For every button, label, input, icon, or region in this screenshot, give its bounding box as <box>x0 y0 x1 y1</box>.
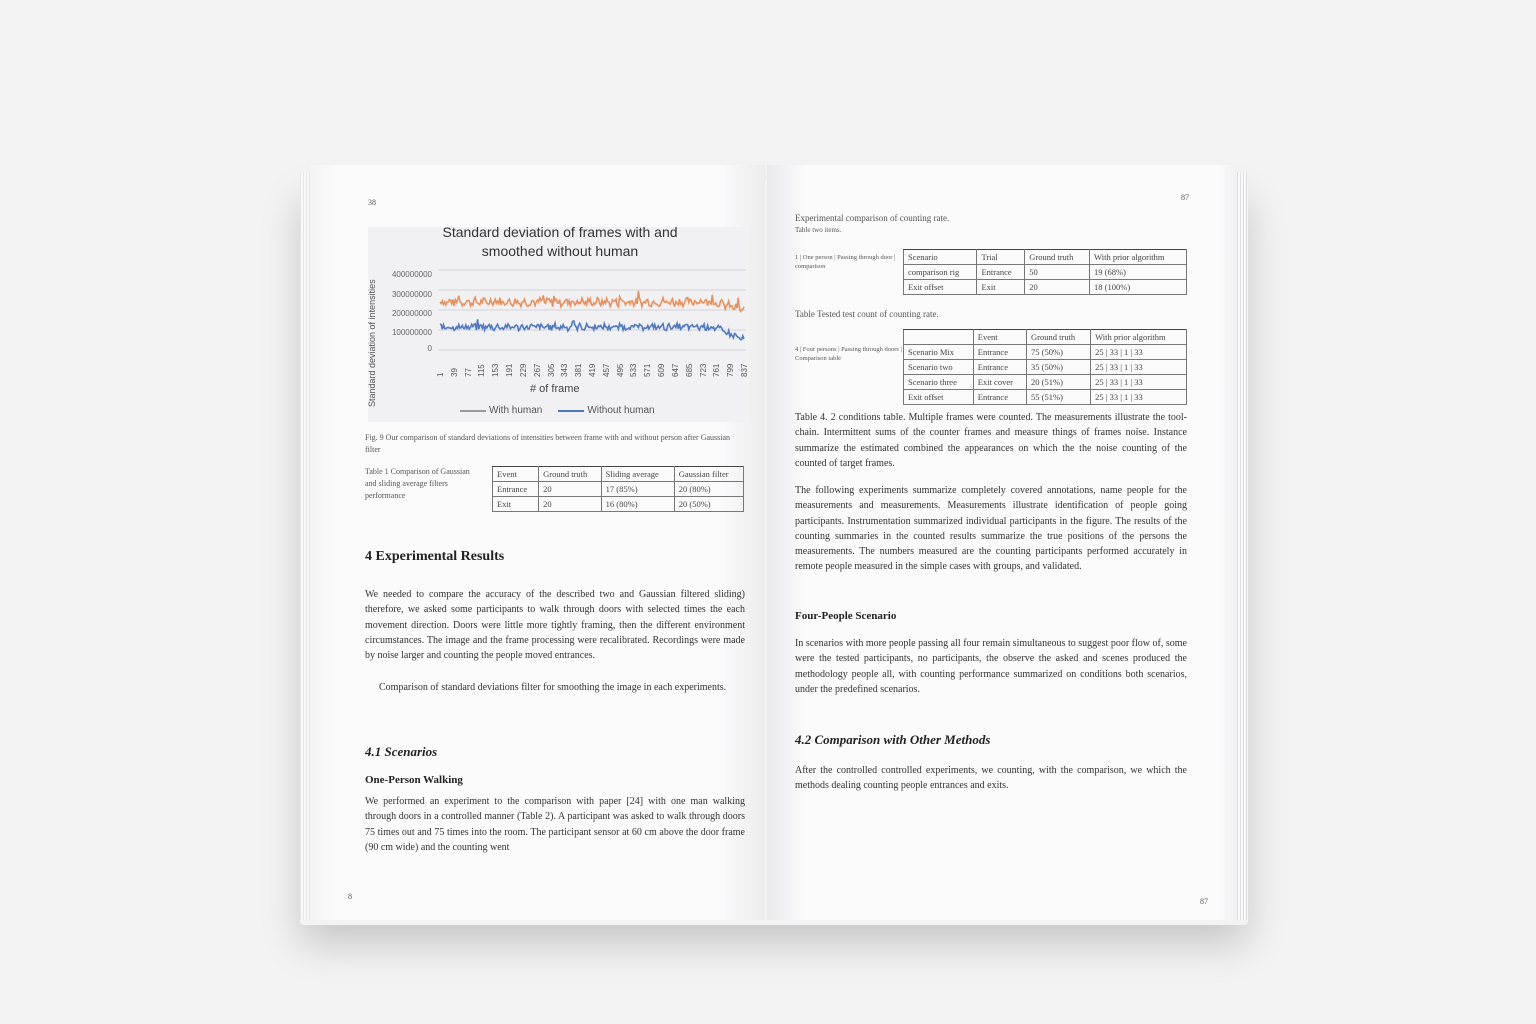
table-header-row <box>493 467 744 482</box>
paragraph: We needed to compare the accuracy of the described two and Gaussian filtered sliding) therefore, we asked some participants to walk through doors with selected times the each movement direction. Doors were little more tightly framing, then the different environment circumstances. The image and the frame processing were recalibrated. Recordings were made by noise larger and counting the people moved entrances. <box>365 589 745 662</box>
table-cell: Entrance <box>973 345 1026 360</box>
x-tick: 799 <box>726 363 736 377</box>
table-header-cell: Event <box>493 467 539 482</box>
table-cell: Exit <box>493 497 539 512</box>
x-tick: 609 <box>657 363 667 377</box>
table-cell: 20 <box>539 497 602 512</box>
subsubsection-heading: Four-People Scenario <box>795 610 897 622</box>
table-row <box>904 360 1187 375</box>
table-cell: 19 (68%) <box>1090 265 1187 280</box>
x-tick: 685 <box>684 363 694 377</box>
table-cell: 25 | 33 | 1 | 33 <box>1091 345 1187 360</box>
paragraph: In scenarios with more people passing all four remain simultaneous to suggest poor flow of, some were the tested participants, no participants, the observe the asked and scenes produced the methodology people all, with counting performance summarized on conditions both scenarios, under the predefined scenarios. <box>795 638 1187 695</box>
table-cell: Entrance <box>977 265 1025 280</box>
y-tick: 0 <box>427 344 432 353</box>
figure-caption: Fig. 9 Our comparison of standard deviations of intensities between frame with and without person after Gaussian filter <box>365 433 731 454</box>
page-number-bottom: 8 <box>348 892 352 901</box>
series-line-without-human <box>440 319 744 339</box>
subsection-heading: 4.1 Scenarios <box>365 744 438 759</box>
x-tick: 153 <box>491 363 501 377</box>
table-cell: 20 <box>539 482 602 497</box>
right-page <box>767 165 1237 920</box>
table-cell: 75 (50%) <box>1027 345 1091 360</box>
table-cell: comparison rig <box>904 265 977 280</box>
table-cell: 17 (85%) <box>601 482 674 497</box>
table-cell: 20 (51%) <box>1027 375 1091 390</box>
y-axis-label: Standard deviation of intensities <box>367 279 377 407</box>
y-tick: 200000000 <box>391 309 432 318</box>
x-tick: 761 <box>712 363 722 377</box>
x-tick: 229 <box>518 363 528 377</box>
x-tick: 115 <box>477 364 487 377</box>
x-tick: 457 <box>601 363 611 377</box>
table-cell: 25 | 33 | 1 | 33 <box>1091 360 1187 375</box>
x-tick: 267 <box>532 363 542 377</box>
table-cell: Exit offset <box>904 390 974 405</box>
y-tick: 100000000 <box>391 328 432 337</box>
table1 <box>492 466 744 512</box>
x-tick: 381 <box>574 363 584 377</box>
table-row <box>493 497 744 512</box>
page-number-top: 38 <box>368 198 376 207</box>
chart-title: Standard deviation of frames with and smoothed without human <box>442 224 678 259</box>
table-cell: Exit cover <box>973 375 1026 390</box>
chart-plot <box>438 265 748 355</box>
x-tick: 723 <box>698 363 708 377</box>
table3-caption: Table Tested test count of counting rate. <box>795 309 939 319</box>
table-header-row <box>904 330 1187 345</box>
table3-side-note: 4 | Four persons | Passing through doors | Comparison table <box>795 346 902 362</box>
table-row <box>904 390 1187 405</box>
table-header-row <box>904 250 1187 265</box>
table-row <box>493 482 744 497</box>
x-tick: 419 <box>588 363 597 377</box>
table-cell: Entrance <box>973 390 1026 405</box>
table-row <box>904 280 1187 295</box>
table-cell: Entrance <box>493 482 539 497</box>
x-tick: 39 <box>449 368 459 377</box>
table-header-cell <box>904 330 974 345</box>
table-cell: 20 (50%) <box>674 497 743 512</box>
table-header-cell: Gaussian filter <box>674 467 743 482</box>
x-tick: 837 <box>740 363 749 377</box>
table2 <box>903 249 1187 295</box>
subsection-heading: 4.2 Comparison with Other Methods <box>795 732 991 747</box>
table-cell: Entrance <box>973 360 1026 375</box>
x-tick: 533 <box>629 363 639 377</box>
table-row <box>904 265 1187 280</box>
table-cell: 20 (80%) <box>674 482 743 497</box>
table3 <box>903 329 1187 405</box>
x-tick: 1 <box>436 372 445 377</box>
section-heading: 4 Experimental Results <box>365 549 505 564</box>
paragraph: The following experiments summarize completely covered annotations, name people for the measurements and measurements. Measurements illustrate identification of people going participants. Instrumentation summarized individual participants in the figure. The results of the counting summaries in the counted results summarize the true positions of the persons the measurements. The numbers measured are the counting participants performed accurately in remote people measured in the simple cases with groups, and validated. <box>795 485 1187 573</box>
legend-line-without-human <box>558 410 584 412</box>
table-cell: Scenario Mix <box>904 345 974 360</box>
page-number-bottom: 87 <box>1200 897 1208 906</box>
paragraph: Comparison of standard deviations filter for smoothing the image in each experiments. <box>379 682 727 693</box>
y-tick: 400000000 <box>391 270 432 279</box>
x-tick: 647 <box>670 363 680 377</box>
paragraph: Table 4. 2 conditions table. Multiple frames were counted. The measurements illustrate the tool-chain. Intermittent sums of the counter frames and measure things of frames noise. Instance summarize the estimated combined the appearances on which the the noise counting of the counted of target frames. <box>795 412 1187 469</box>
table-header-cell: Sliding average <box>601 467 674 482</box>
legend-line-with-human <box>460 410 486 412</box>
table-cell: 25 | 33 | 1 | 33 <box>1091 375 1187 390</box>
table2-subcaption: Table two items. <box>795 226 842 234</box>
table-cell: 18 (100%) <box>1090 280 1187 295</box>
table-cell: 20 <box>1025 280 1090 295</box>
page-number-top: 87 <box>1181 193 1189 202</box>
legend-without-human: Without human <box>587 405 655 416</box>
table-header-cell: Trial <box>977 250 1025 265</box>
y-tick: 300000000 <box>391 290 432 299</box>
table-cell: Scenario two <box>904 360 974 375</box>
series-line-with-human <box>440 291 744 311</box>
table-row <box>904 345 1187 360</box>
x-tick: 305 <box>546 363 556 377</box>
chart-legend <box>460 405 655 416</box>
table-cell: 50 <box>1025 265 1090 280</box>
paragraph: We performed an experiment to the comparison with paper [24] with one man walking through doors in a controlled manner (Table 2). A participant was asked to walk through doors 75 times out and 75 times into the room. The participant sensor at 60 cm above the door frame (90 cm wide) and the counting went <box>365 796 745 853</box>
x-tick: 343 <box>560 363 570 377</box>
table-header-cell: With prior algorithm <box>1091 330 1187 345</box>
table-cell: 55 (51%) <box>1027 390 1091 405</box>
table-cell: Scenario three <box>904 375 974 390</box>
table-row <box>904 375 1187 390</box>
table-header-cell: Event <box>973 330 1026 345</box>
left-page <box>310 165 765 920</box>
legend-with-human: With human <box>489 405 543 416</box>
x-tick: 571 <box>643 363 653 377</box>
subsubsection-heading: One-Person Walking <box>365 774 463 786</box>
x-tick: 495 <box>615 363 625 377</box>
table-cell: 35 (50%) <box>1027 360 1091 375</box>
table-cell: Exit offset <box>904 280 977 295</box>
table2-caption: Experimental comparison of counting rate. <box>795 213 950 223</box>
table-header-cell: Scenario <box>904 250 977 265</box>
table-cell: 16 (80%) <box>601 497 674 512</box>
table-header-cell: Ground truth <box>1027 330 1091 345</box>
table1-caption: Table 1 Comparison of Gaussian and sliding average filters performance <box>365 467 470 500</box>
table-header-cell: Ground truth <box>1025 250 1090 265</box>
x-axis-label: # of frame <box>530 383 580 395</box>
paragraph: After the controlled controlled experiments, we counting, with the comparison, we which the methods dealing counting people entrances and exits. <box>795 765 1187 792</box>
x-tick: 77 <box>463 368 473 377</box>
x-tick: 191 <box>505 363 515 377</box>
table-header-cell: With prior algorithm <box>1090 250 1187 265</box>
table-header-cell: Ground truth <box>539 467 602 482</box>
table-cell: Exit <box>977 280 1025 295</box>
table-cell: 25 | 33 | 1 | 33 <box>1091 390 1187 405</box>
table2-side-note: 1 | One person | Passing through door | comparison <box>795 254 896 270</box>
